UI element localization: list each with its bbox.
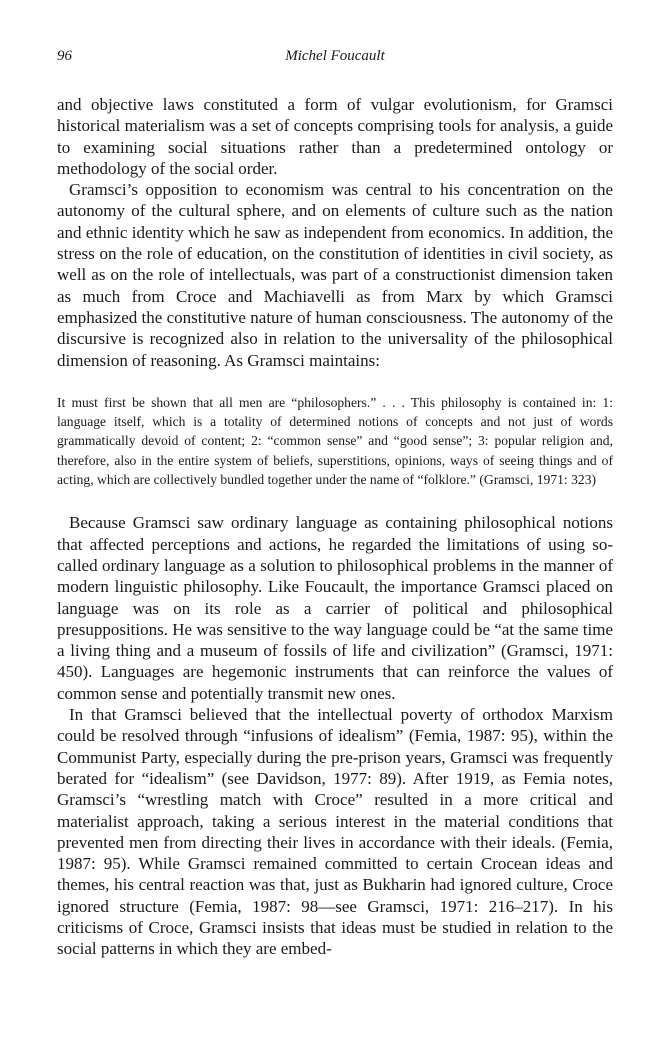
book-page xyxy=(57,48,613,960)
body-text xyxy=(57,94,613,960)
running-head xyxy=(57,48,613,72)
page-number: 96 xyxy=(57,48,72,64)
paragraph-language: Because Gramsci saw ordinary language as containing philosophical notions that affected perceptions and actions, he regarded the limitations of using so-called ordinary language as a solution to philosophical problems in the manner of modern linguistic philosophy. Like Foucault, the importance Gramsci placed on language was on its role as a carrier of political and philosophical presuppositions. He was sensitive to the way language could be “at the same time a living thing and a museum of fossils of life and civilization” (Gramsci, 1971: 450). Languages are hegemonic instruments that can reinforce the values of common sense and potentially transmit new ones. xyxy=(57,513,613,703)
paragraph-continued: and objective laws constituted a form of vulgar evolutionism, for Gramsci historical materialism was a set of concepts comprising tools for analysis, a guide to examining social situations rather than a predetermined ontology or methodology of the social order. xyxy=(57,95,613,178)
paragraph-idealism: In that Gramsci believed that the intellectual poverty of orthodox Marxism could be resolved through “infusions of idealism” (Femia, 1987: 95), within the Communist Party, especially during the pre-prison years, Gramsci was frequently berated for “idealism” (see Davidson, 1977: 89). After 1919, as Femia notes, Gramsci’s “wrestling match with Croce” resulted in a more critical and materialist approach, taking a serious interest in the material conditions that prevented men from directing their lives in accordance with their ideals. (Femia, 1987: 95). While Gramsci remained committed to certain Crocean ideas and themes, his central reaction was that, just as Bukharin had ignored culture, Croce ignored structure (Femia, 1987: 98—see Gramsci, 1971: 216–217). In his criticisms of Croce, Gramsci insists that ideas must be studied in relation to the social patterns in which they are embed- xyxy=(57,705,613,959)
running-title: Michel Foucault xyxy=(285,48,385,64)
block-quote: It must first be shown that all men are “philosophers.” . . . This philosophy is contained in: 1: language itself, which is a totality of determined notions of concepts and not just of words grammatically devoid of content; 2: “common sense” and “good sense”; 3: popular religion and, therefore, also in the entire system of beliefs, superstitions, opinions, ways of seeing things and of acting, which are collectively bundled together under the name of “folklore.” (Gramsci, 1971: 323) xyxy=(57,394,613,488)
paragraph-economism: Gramsci’s opposition to economism was central to his concentration on the autonomy of the cultural sphere, and on elements of culture such as the nation and ethnic identity which he saw as independent from economics. In addition, the stress on the role of education, on the constitution of identities in civil society, as well as on the role of intellectuals, was part of a constructionist dimension taken as much from Croce and Machiavelli as from Marx by which Gramsci emphasized the constitutive nature of human consciousness. The autonomy of the discursive is recognized also in relation to the universality of the philosophical dimension of reasoning. As Gramsci maintains: xyxy=(57,180,613,370)
